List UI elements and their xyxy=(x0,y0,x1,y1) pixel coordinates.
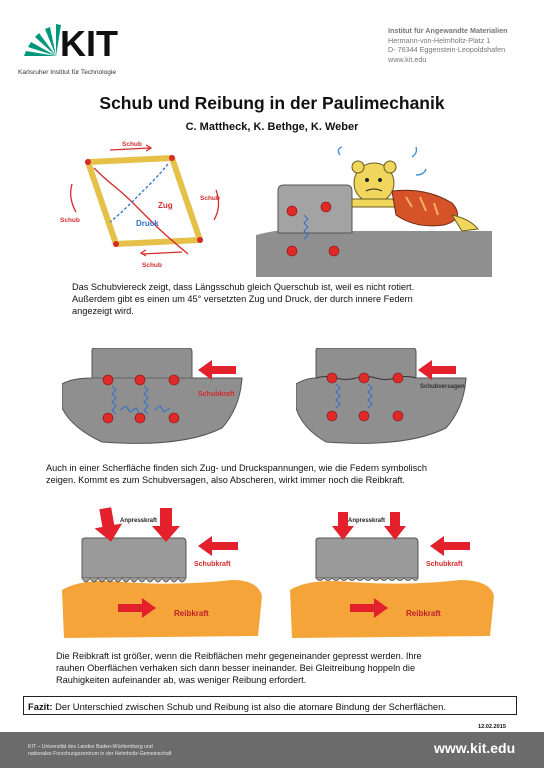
footer-line-2: nationales Forschungszentrum in der Helmholtz-Gemeinschaft xyxy=(28,751,172,757)
fazit-label: Fazit: xyxy=(28,701,53,712)
paragraph-2-line-1: Auch in einer Scherfläche finden sich Zug- und Druckspannungen, wie die Federn symbolisch xyxy=(46,463,427,473)
paragraph-3-line-1: Die Reibkraft ist größer, wenn die Reibflächen mehr gegeneinander gepresst werden. Ihre xyxy=(56,651,422,661)
label-schub-right: Schub xyxy=(200,195,220,202)
shear-square-figure xyxy=(60,140,230,275)
label-schub-bottom: Schub xyxy=(142,262,162,269)
kit-logo-letters: KIT xyxy=(60,23,118,64)
kit-logo-mark xyxy=(16,18,136,68)
institute-street: Hermann-von-Helmholtz-Platz 1 xyxy=(388,35,491,45)
paragraph-3-line-2: rauhen Oberflächen verhaken sich dann besser ineinander. Bei Gleitreibung hoppeln die xyxy=(56,663,416,674)
paragraph-1-line-3: angezeigt wird. xyxy=(72,306,134,317)
friction-sliding-figure xyxy=(290,506,510,640)
shear-failure-figure xyxy=(296,348,506,448)
fazit-text: Der Unterschied zwischen Schub und Reibung ist also die atomare Bindung der Scherflächen. xyxy=(52,701,446,712)
institute-city: D- 76344 Eggenstein-Leopoldshafen xyxy=(388,45,506,55)
friction-pressed-figure xyxy=(62,506,274,640)
paragraph-1-line-1: Das Schubviereck zeigt, dass Längsschub gleich Querschub ist, weil es nicht rotiert. xyxy=(72,282,415,292)
label-schubkraft-left-3: Schubkraft xyxy=(194,561,231,568)
kit-logo xyxy=(16,18,136,76)
label-schubkraft-right-3: Schubkraft xyxy=(426,561,463,568)
document-date: 12.02.2015 xyxy=(478,724,506,730)
fazit-box xyxy=(23,696,517,715)
label-schub-top: Schub xyxy=(122,141,142,148)
paragraph-3-line-3: Rauhigkeiten aufeinander ab, was weniger Reibung erfordert. xyxy=(56,675,307,686)
label-anpresskraft-right: Anpresskraft xyxy=(348,518,386,524)
institute-address xyxy=(388,26,508,64)
footer-line-1: KIT – Universität des Landes Baden-Württemberg und xyxy=(28,744,153,750)
shear-plane-figure xyxy=(62,348,272,448)
label-reibkraft-left: Reibkraft xyxy=(174,609,209,618)
paragraph-1-line-2: Außerdem gibt es einen um 45° versetzten Zug und Druck, der durch innere Federn xyxy=(72,294,413,305)
institute-web: www.kit.edu xyxy=(388,54,427,64)
authors: C. Mattheck, K. Bethge, K. Weber xyxy=(185,121,359,133)
label-schubversagen: Schubversagen xyxy=(420,384,465,390)
page-title: Schub und Reibung in der Paulimechanik xyxy=(99,93,445,113)
label-zug: Zug xyxy=(158,201,173,210)
kit-logo-subtitle: Karlsruher Institut für Technologie xyxy=(18,69,117,76)
label-reibkraft-right: Reibkraft xyxy=(406,609,441,618)
paragraph-shear-plane xyxy=(46,462,427,486)
label-schub-left: Schub xyxy=(60,217,80,224)
paragraph-shear-square xyxy=(72,281,414,318)
footer-text xyxy=(28,744,172,758)
label-anpresskraft-left: Anpresskraft xyxy=(120,518,158,524)
label-druck: Druck xyxy=(136,219,159,228)
label-schubkraft-left: Schubkraft xyxy=(198,391,235,398)
paragraph-2-line-2: zeigen. Kommt es zum Schubversagen, also Abscheren, wirkt immer noch die Reibkraft. xyxy=(46,475,405,486)
institute-name: Institut für Angewandte Materialien xyxy=(388,26,508,35)
paragraph-friction xyxy=(56,650,422,687)
footer-url-link[interactable]: www.kit.edu xyxy=(434,740,516,756)
bear-block-figure xyxy=(256,145,492,277)
